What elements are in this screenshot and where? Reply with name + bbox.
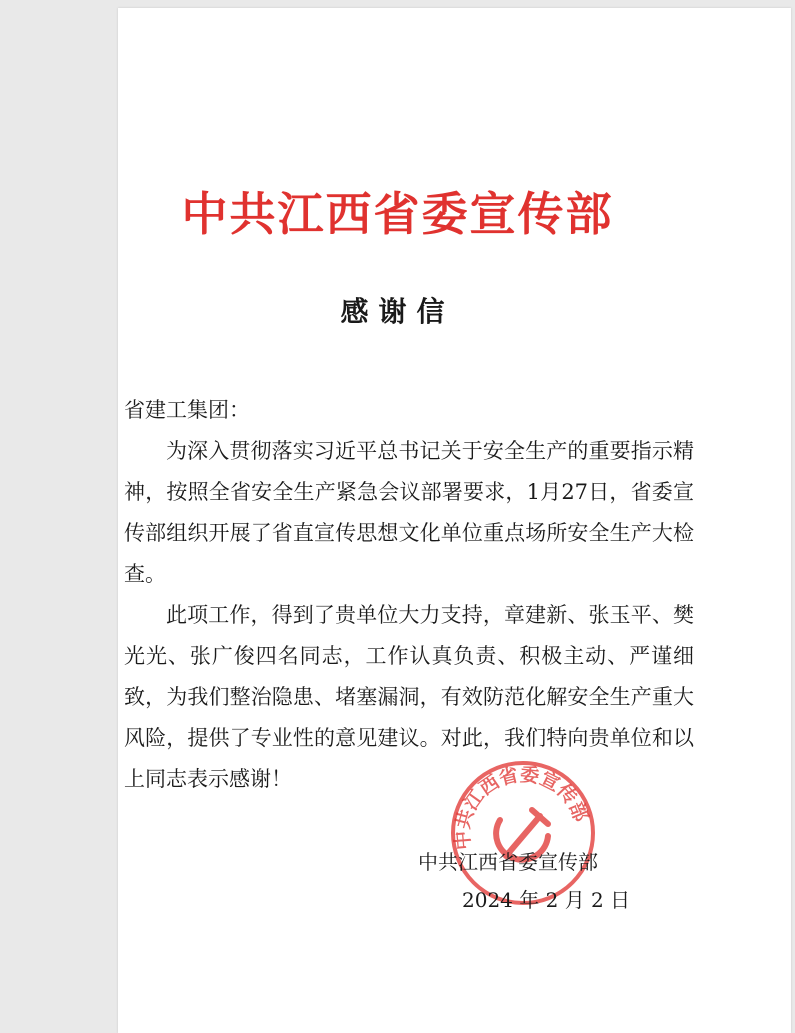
letter-page bbox=[118, 8, 791, 1033]
letter-body bbox=[124, 390, 694, 800]
paragraph-1: 为深入贯彻落实习近平总书记关于安全生产的重要指示精神，按照全省安全生产紧急会议部署要求，1月27日，省委宣传部组织开展了省直宣传思想文化单位重点场所安全生产大检查。 bbox=[124, 439, 694, 586]
seal-text: 中共江西省委宣传部 bbox=[451, 763, 593, 851]
signature-organization: 中共江西省委宣传部 bbox=[418, 850, 598, 874]
letterhead-title: 中共江西省委宣传部 bbox=[181, 187, 614, 241]
signature-date: 2024 年 2 月 2 日 bbox=[462, 888, 631, 912]
letter-title: 感谢信 bbox=[340, 295, 455, 328]
paragraph-2: 此项工作，得到了贵单位大力支持，章建新、张玉平、樊光光、张广俊四名同志，工作认真负责、积极主动、严谨细致，为我们整治隐患、堵塞漏洞，有效防范化解安全生产重大风险，提供了专业性的意见建议。对此，我们特向贵单位和以上同志表示感谢！ bbox=[124, 603, 694, 791]
salutation: 省建工集团： bbox=[124, 398, 250, 422]
